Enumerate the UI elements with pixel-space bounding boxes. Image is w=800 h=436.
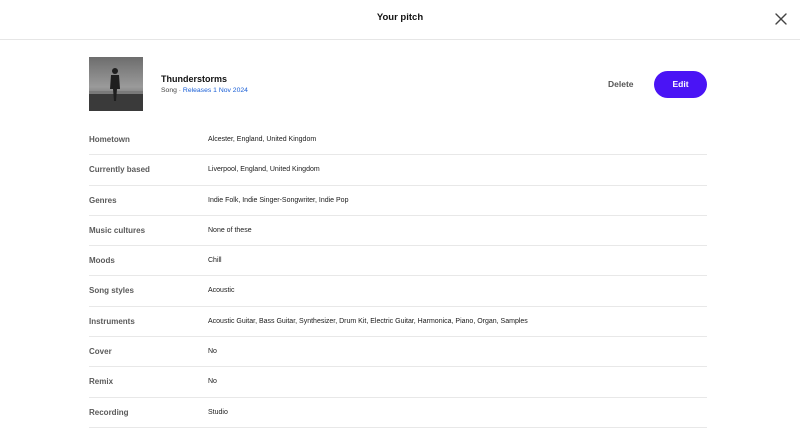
cover-art-image <box>89 57 143 111</box>
song-title: Thunderstorms <box>161 74 228 84</box>
detail-label: Music cultures <box>89 225 146 235</box>
detail-label: Cover <box>89 347 112 357</box>
detail-row-music-cultures <box>89 216 707 246</box>
detail-label: Instruments <box>89 316 135 326</box>
close-icon <box>774 12 788 26</box>
delete-button[interactable]: Delete <box>608 79 634 89</box>
detail-value: No <box>208 378 217 386</box>
detail-value: No <box>208 348 217 356</box>
detail-label: Moods <box>89 256 115 266</box>
detail-row-instruments <box>89 307 707 337</box>
detail-row-cover <box>89 337 707 367</box>
page-title: Your pitch <box>376 12 424 23</box>
detail-value: Acoustic <box>208 287 235 295</box>
detail-label: Remix <box>89 377 114 387</box>
detail-label: Genres <box>89 195 117 205</box>
detail-value: Acoustic Guitar, Bass Guitar, Synthesizer, Drum Kit, Electric Guitar, Harmonica, Piano, Organ, Samples <box>208 317 528 325</box>
detail-row-moods <box>89 246 707 276</box>
song-type: Song <box>161 87 177 94</box>
detail-value: Liverpool, England, United Kingdom <box>208 166 320 174</box>
detail-row-remix <box>89 367 707 397</box>
close-button[interactable] <box>774 12 788 26</box>
detail-label: Recording <box>89 407 129 417</box>
detail-value: Chill <box>208 257 222 265</box>
meta-separator: · <box>176 87 183 94</box>
modal-header <box>0 0 800 40</box>
detail-value: None of these <box>208 226 252 234</box>
pitch-details <box>89 125 707 428</box>
release-date: Releases 1 Nov 2024 <box>182 87 248 94</box>
detail-label: Hometown <box>89 135 130 144</box>
detail-label: Currently based <box>89 165 150 175</box>
song-meta <box>161 87 248 94</box>
detail-value: Studio <box>208 408 228 416</box>
detail-value: Alcester, England, United Kingdom <box>208 136 317 143</box>
detail-value: Indie Folk, Indie Singer-Songwriter, Indie Pop <box>208 196 349 204</box>
detail-row-song-styles <box>89 276 707 306</box>
edit-button[interactable]: Edit <box>654 71 707 98</box>
song-summary <box>89 57 707 112</box>
detail-label: Song styles <box>89 286 134 296</box>
detail-row-genres <box>89 186 707 216</box>
detail-row-currently-based <box>89 155 707 185</box>
detail-row-hometown <box>89 125 707 155</box>
detail-row-recording <box>89 398 707 428</box>
